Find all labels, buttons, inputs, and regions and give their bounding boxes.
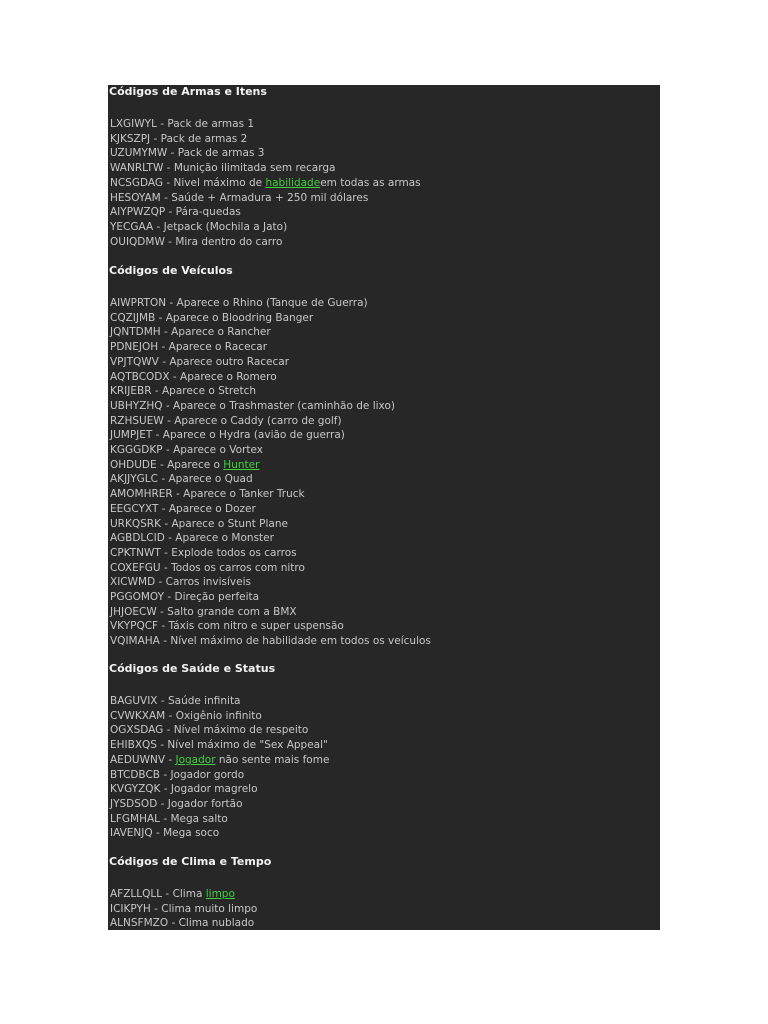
code-description: Aparece o Bloodring Banger xyxy=(165,311,314,324)
cheat-code: VQIMAHA xyxy=(110,635,160,648)
code-description: Aparece o Tanker Truck xyxy=(183,488,305,501)
code-description: Pack de armas 1 xyxy=(167,118,255,130)
cheat-code: KRIJEBR xyxy=(110,385,152,398)
code-list xyxy=(108,887,660,930)
code-description: Pack de armas 3 xyxy=(177,147,265,160)
cheat-code: KVGYZQK xyxy=(110,783,161,796)
code-item: CVWKXAM - Oxigênio infinito xyxy=(110,709,262,722)
code-description: Mira dentro do carro xyxy=(175,235,283,248)
section-weather-time xyxy=(108,855,660,930)
section-health-status xyxy=(108,662,660,841)
code-description: Mega soco xyxy=(163,827,220,840)
code-description: Salto grande com a BMX xyxy=(167,605,297,618)
code-item: UZUMYMW - Pack de armas 3 xyxy=(110,147,265,160)
code-description: Carros invisíveis xyxy=(165,576,251,589)
cheat-code: WANRLTW xyxy=(110,162,164,175)
code-item: JHJOECW - Salto grande com a BMX xyxy=(110,605,297,618)
description-link[interactable]: limpo xyxy=(205,888,235,900)
code-description: Nível máximo de respeito xyxy=(173,724,309,737)
code-item: AEDUWNV - Jogador não sente mais fome xyxy=(110,753,330,766)
code-item: AFZLLQLL - Clima limpo xyxy=(110,888,235,900)
code-item: JYSDSOD - Jogador fortão xyxy=(110,797,243,810)
cheat-code: JHJOECW xyxy=(110,605,157,618)
code-description: Jetpack (Mochila a Jato) xyxy=(163,220,288,233)
cheat-code: OGXSDAG xyxy=(110,724,164,737)
code-description: Direção perfeita xyxy=(174,591,260,604)
code-item: OHDUDE - Aparece o Hunter xyxy=(110,458,260,471)
cheat-code: OUIQDMW xyxy=(110,235,165,248)
cheat-code: UBHYZHQ xyxy=(110,399,163,412)
code-description: Jogador magrelo xyxy=(170,783,258,796)
code-item: YECGAA - Jetpack (Mochila a Jato) xyxy=(110,220,288,233)
cheat-code: LFGMHAL xyxy=(110,812,161,825)
code-item: VQIMAHA - Nível máximo de habilidade em todos os veículos xyxy=(110,635,431,648)
code-item: BAGUVIX - Saúde infinita xyxy=(110,695,241,707)
cheat-code: AIWPRTON xyxy=(110,297,167,309)
code-description: em todas as armas xyxy=(320,176,421,189)
code-item: VKYPQCF - Táxis com nitro e super uspensão xyxy=(110,620,344,633)
cheat-code: IAVENJQ xyxy=(110,827,153,840)
section-vehicles xyxy=(108,264,660,649)
code-item: OUIQDMW - Mira dentro do carro xyxy=(110,235,283,248)
code-item: LFGMHAL - Mega salto xyxy=(110,812,228,825)
code-description: Oxigênio infinito xyxy=(175,709,262,722)
code-item: COXEFGU - Todos os carros com nitro xyxy=(110,561,305,574)
section-title: Códigos de Saúde e Status xyxy=(109,662,276,675)
code-item: CPKTNWT - Explode todos os carros xyxy=(110,546,297,559)
cheat-code: KGGGDKP xyxy=(110,444,163,457)
code-description: Pára-quedas xyxy=(175,206,241,219)
cheat-code: JUMPJET xyxy=(110,429,153,442)
cheat-code: ALNSFMZO xyxy=(110,917,169,930)
code-description: Táxis com nitro e super uspensão xyxy=(168,620,344,633)
code-list xyxy=(108,694,660,841)
code-item: WANRLTW - Munição ilimitada sem recarga xyxy=(110,162,336,175)
description-link[interactable]: habilidade xyxy=(265,176,321,189)
code-description: Aparece outro Racecar xyxy=(169,355,290,368)
code-item: AQTBCODX - Aparece o Romero xyxy=(110,370,277,383)
code-description: não sente mais fome xyxy=(215,753,330,766)
code-item: PGGOMOY - Direção perfeita xyxy=(110,591,260,604)
code-item: KRIJEBR - Aparece o Stretch xyxy=(110,385,257,398)
cheat-code: CVWKXAM xyxy=(110,709,166,722)
cheat-code: VKYPQCF xyxy=(110,620,159,633)
code-description: Nível máximo de "Sex Appeal" xyxy=(167,739,328,752)
cheat-code: URKQSRK xyxy=(110,517,161,530)
code-item: AIYPWZQP - Pára-quedas xyxy=(110,206,241,219)
code-item: CQZIJMB - Aparece o Bloodring Banger xyxy=(110,311,314,324)
code-item: ICIKPYH - Clima muito limpo xyxy=(110,902,258,915)
code-item: HESOYAM - Saúde + Armadura + 250 mil dólares xyxy=(110,191,369,204)
code-description: Nivel máximo de xyxy=(173,176,266,189)
cheat-code: EEGCYXT xyxy=(110,502,159,515)
code-description: Jogador gordo xyxy=(170,768,245,781)
code-description: Nível máximo de habilidade em todos os veículos xyxy=(170,635,431,648)
code-description: Aparece o Rancher xyxy=(171,326,271,339)
code-item: IAVENJQ - Mega soco xyxy=(110,827,220,840)
code-item: AMOMHRER - Aparece o Tanker Truck xyxy=(110,488,305,501)
code-description: Munição ilimitada sem recarga xyxy=(173,162,336,175)
description-link[interactable]: Jogador xyxy=(175,753,216,766)
code-description: Aparece o xyxy=(167,458,224,471)
cheat-code: AEDUWNV xyxy=(110,753,166,766)
code-item: JUMPJET - Aparece o Hydra (avião de guerra) xyxy=(110,429,345,442)
cheat-code: KJKSZPJ xyxy=(110,132,151,145)
code-description: Aparece o Romero xyxy=(180,370,277,383)
code-description: Clima xyxy=(172,888,206,900)
code-description: Saúde infinita xyxy=(167,695,241,707)
code-description: Saúde + Armadura + 250 mil dólares xyxy=(171,191,369,204)
cheat-code: RZHSUEW xyxy=(110,414,164,427)
code-item: AKJJYGLC - Aparece o Quad xyxy=(110,473,253,486)
code-description: Aparece o Stretch xyxy=(161,385,257,398)
code-description: Aparece o Trashmaster (caminhão de lixo) xyxy=(173,399,395,412)
code-item: UBHYZHQ - Aparece o Trashmaster (caminhão de lixo) xyxy=(110,399,395,412)
code-description: Mega salto xyxy=(170,812,228,825)
code-item: AGBDLCID - Aparece o Monster xyxy=(110,532,274,545)
code-item: KGGGDKP - Aparece o Vortex xyxy=(110,444,263,457)
cheat-code: AQTBCODX xyxy=(110,370,170,383)
code-item: BTCDBCB - Jogador gordo xyxy=(110,768,245,781)
cheat-codes-panel xyxy=(108,85,660,930)
cheat-code: AMOMHRER xyxy=(110,488,173,501)
section-title: Códigos de Veículos xyxy=(109,264,233,277)
section-title: Códigos de Clima e Tempo xyxy=(109,855,272,868)
code-description: Explode todos os carros xyxy=(171,546,297,559)
cheat-code: COXEFGU xyxy=(110,561,161,574)
cheat-code: BTCDBCB xyxy=(110,768,160,781)
code-item: PDNEJOH - Aparece o Racecar xyxy=(110,341,268,354)
code-description: Aparece o Hydra (avião de guerra) xyxy=(162,429,345,442)
cheat-code: LXGIWYL xyxy=(110,118,157,130)
code-item: EEGCYXT - Aparece o Dozer xyxy=(110,502,256,515)
code-description: Aparece o Stunt Plane xyxy=(171,517,288,530)
code-item: EHIBXQS - Nível máximo de "Sex Appeal" xyxy=(110,739,328,752)
code-list xyxy=(108,117,660,249)
code-description: Clima nublado xyxy=(178,917,255,930)
code-item: KJKSZPJ - Pack de armas 2 xyxy=(110,132,248,145)
cheat-code: ICIKPYH xyxy=(110,902,151,915)
cheat-code: VPJTQWV xyxy=(110,355,159,368)
cheat-code: PGGOMOY xyxy=(110,591,165,604)
code-description: Aparece o Racecar xyxy=(168,341,268,354)
cheat-code: HESOYAM xyxy=(110,191,161,204)
code-item: URKQSRK - Aparece o Stunt Plane xyxy=(110,517,288,530)
code-description: Jogador fortão xyxy=(167,797,243,810)
code-item: XICWMD - Carros invisíveis xyxy=(110,576,251,589)
cheat-code: EHIBXQS xyxy=(110,739,157,752)
cheat-code: BAGUVIX xyxy=(110,695,158,707)
section-weapons xyxy=(108,85,660,249)
code-item: RZHSUEW - Aparece o Caddy (carro de golf) xyxy=(110,414,342,427)
code-description: Clima muito limpo xyxy=(161,902,258,915)
code-description: Aparece o Vortex xyxy=(173,444,263,457)
code-description: Todos os carros com nitro xyxy=(171,561,305,574)
code-description: Aparece o Monster xyxy=(175,532,274,545)
cheat-code: CQZIJMB xyxy=(110,311,156,324)
cheat-code: OHDUDE xyxy=(110,458,157,471)
code-item: VPJTQWV - Aparece outro Racecar xyxy=(110,355,290,368)
cheat-code: PDNEJOH xyxy=(110,341,159,354)
description-link[interactable]: Hunter xyxy=(223,458,260,471)
cheat-code: JQNTDMH xyxy=(110,326,161,339)
code-item: JQNTDMH - Aparece o Rancher xyxy=(110,326,271,339)
code-description: Pack de armas 2 xyxy=(160,132,248,145)
code-description: Aparece o Quad xyxy=(168,473,253,486)
cheat-code: YECGAA xyxy=(110,220,154,233)
code-description: Aparece o Dozer xyxy=(168,502,256,515)
code-list xyxy=(108,296,660,649)
cheat-code: JYSDSOD xyxy=(110,797,158,810)
code-item: LXGIWYL - Pack de armas 1 xyxy=(110,118,255,130)
cheat-code: AIYPWZQP xyxy=(110,206,166,219)
cheat-code: XICWMD xyxy=(110,576,156,589)
code-description: Aparece o Rhino (Tanque de Guerra) xyxy=(176,297,368,309)
section-title: Códigos de Armas e Itens xyxy=(109,85,267,98)
cheat-code: AFZLLQLL xyxy=(110,888,163,900)
code-item: NCSGDAG - Nivel máximo de habilidadeem todas as armas xyxy=(110,176,421,189)
code-item: KVGYZQK - Jogador magrelo xyxy=(110,783,258,796)
code-item: ALNSFMZO - Clima nublado xyxy=(110,917,255,930)
code-description: Aparece o Caddy (carro de golf) xyxy=(174,414,342,427)
cheat-code: UZUMYMW xyxy=(110,147,168,160)
code-item: AIWPRTON - Aparece o Rhino (Tanque de Guerra) xyxy=(110,297,368,309)
code-item: OGXSDAG - Nível máximo de respeito xyxy=(110,724,309,737)
cheat-code: AKJJYGLC xyxy=(110,473,158,486)
cheat-code: CPKTNWT xyxy=(110,546,161,559)
cheat-code: AGBDLCID xyxy=(110,532,165,545)
cheat-code: NCSGDAG xyxy=(110,176,164,189)
